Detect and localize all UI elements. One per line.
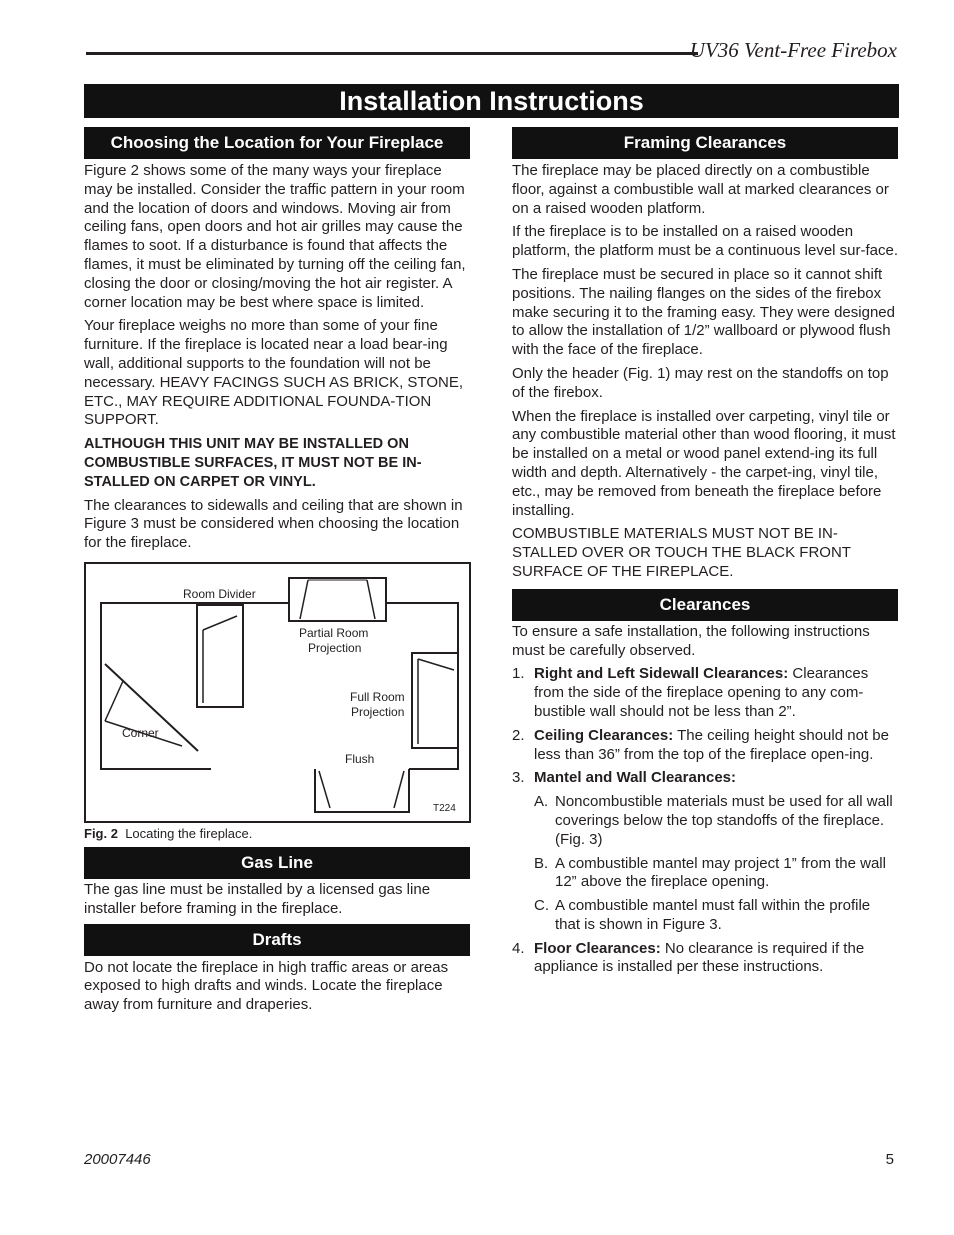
sub-list-item: C. A combustible mantel must fall within the profile that is shown in Figure 3. (534, 897, 871, 933)
document-number: 20007446 (84, 1151, 151, 1168)
left-column (84, 127, 470, 1015)
sub-list-item: A. Noncombustible materials must be used for all wall coverings below the top standoffs of the fireplace. (Fig. 3) (534, 793, 893, 848)
location-heading: Choosing the Location for Your Fireplace (84, 127, 470, 159)
document-title: UV36 Vent-Free Firebox (689, 38, 897, 62)
location-paragraph-1: Figure 2 shows some of the many ways your fireplace may be installed. Consider the traffic pattern in your room and the location of doors and windows. Moving air from ceiling fans, open doors and hot air grilles may cause the flames to soot. If a disturbance is found that affects the flames, it must be eliminated by turning off the ceiling fan, closing the door or closing/moving the hot air register. A corner location may be best where space is limited. (84, 162, 466, 311)
mantel-sublist (534, 793, 898, 935)
framing-paragraph-6: COMBUSTIBLE MATERIALS MUST NOT BE IN-STALLED OVER OR TOUCH THE BLACK FRONT SURFACE OF THE FIREPLACE. (512, 525, 851, 580)
figure-label: Fig. 2 (84, 825, 118, 841)
label-full-room-1: Full Room (350, 689, 405, 704)
clearances-heading: Clearances (512, 589, 898, 621)
gas-line-heading: Gas Line (84, 847, 470, 879)
list-item: 3. Mantel and Wall Clearances: A. Noncombustible materials must be used for all wall coverings below the top standoffs of the fireplace. (Fig. 3) B. A combustible mantel may project 1” from the wall 12” above the fireplace opening. C. A combustible mantel must fall within the profile that is shown in Figure 3. (512, 769, 898, 934)
framing-heading: Framing Clearances (512, 127, 898, 159)
framing-paragraph-4: Only the header (Fig. 1) may rest on the standoffs on top of the firebox. (512, 364, 889, 401)
label-flush: Flush (345, 751, 375, 766)
framing-paragraph-3: The fireplace must be secured in place so it cannot shift positions. The nailing flanges on the sides of the firebox make securing it to the framing easy. They were designed to allow the installation of 1/2” wallboard or plywood flush with the face of the fireplace. (512, 265, 895, 359)
framing-paragraph-1: The fireplace may be placed directly on a combustible floor, against a combustible wall at marked clearances or on a raised wooden platform. (512, 162, 889, 217)
header-rule (86, 52, 698, 55)
list-item: 1. Right and Left Sidewall Clearances: Clearances from the side of the fireplace opening to any com-bustible wall should not be less than 2”. (512, 665, 869, 720)
list-item: 4. Floor Clearances: No clearance is required if the appliance is installed per these instructions. (512, 939, 865, 976)
section-banner: Installation Instructions (84, 84, 899, 118)
framing-paragraph-5: When the fireplace is installed over carpeting, vinyl tile or any combustible material other than wood flooring, it must be installed on a metal or wood panel extend-ing its full width and depth. Alternatively - the carpet-ing, vinyl tile, etc., may be removed from beneath the fireplace before installing. (512, 407, 896, 519)
label-corner: Corner (122, 725, 159, 740)
label-full-room-2: Projection (351, 704, 405, 719)
drafts-paragraph: Do not locate the fireplace in high traffic areas or areas exposed to high drafts and winds. Locate the fireplace away from furniture and draperies. (84, 958, 449, 1014)
clearances-list (512, 665, 898, 977)
right-column (512, 127, 898, 982)
figure-code: T224 (433, 802, 456, 814)
location-paragraph-3: The clearances to sidewalls and ceiling that are shown in Figure 3 must be considered when choosing the location for the fireplace. (84, 496, 463, 552)
figure-caption (84, 826, 470, 842)
location-warning: ALTHOUGH THIS UNIT MAY BE INSTALLED ON COMBUSTIBLE SURFACES, IT MUST NOT BE IN-STALLED ON CARPET OR VINYL. (84, 436, 422, 490)
label-partial-room-2: Projection (308, 640, 362, 655)
label-partial-room-1: Partial Room (299, 625, 369, 640)
label-room-divider: Room Divider (183, 586, 256, 601)
figure-caption-text: Locating the fireplace. (125, 825, 253, 841)
gas-line-paragraph: The gas line must be installed by a licensed gas line installer before framing in the fireplace. (84, 880, 431, 917)
drafts-heading: Drafts (84, 924, 470, 956)
room-layout-diagram (86, 564, 469, 821)
sub-list-item: B. A combustible mantel may project 1” from the wall 12” above the fireplace opening. (534, 854, 886, 891)
clearances-intro: To ensure a safe installation, the following instructions must be carefully observed. (512, 622, 870, 659)
location-paragraph-2: Your fireplace weighs no more than some of your fine furniture. If the fireplace is located near a load bear-ing wall, additional supports to the foundation will not be necessary. HEAVY FACINGS SUCH AS BRICK, STONE, ETC., MAY REQUIRE ADDITIONAL FOUNDA-TION SUPPORT. (84, 317, 463, 429)
figure-2 (84, 562, 471, 823)
page-number: 5 (885, 1151, 894, 1168)
list-item: 2. Ceiling Clearances: The ceiling height should not be less than 36” from the top of the fireplace open-ing. (512, 726, 889, 763)
framing-paragraph-2: If the fireplace is to be installed on a raised wooden platform, the platform must be a continuous level sur-face. (512, 223, 899, 260)
